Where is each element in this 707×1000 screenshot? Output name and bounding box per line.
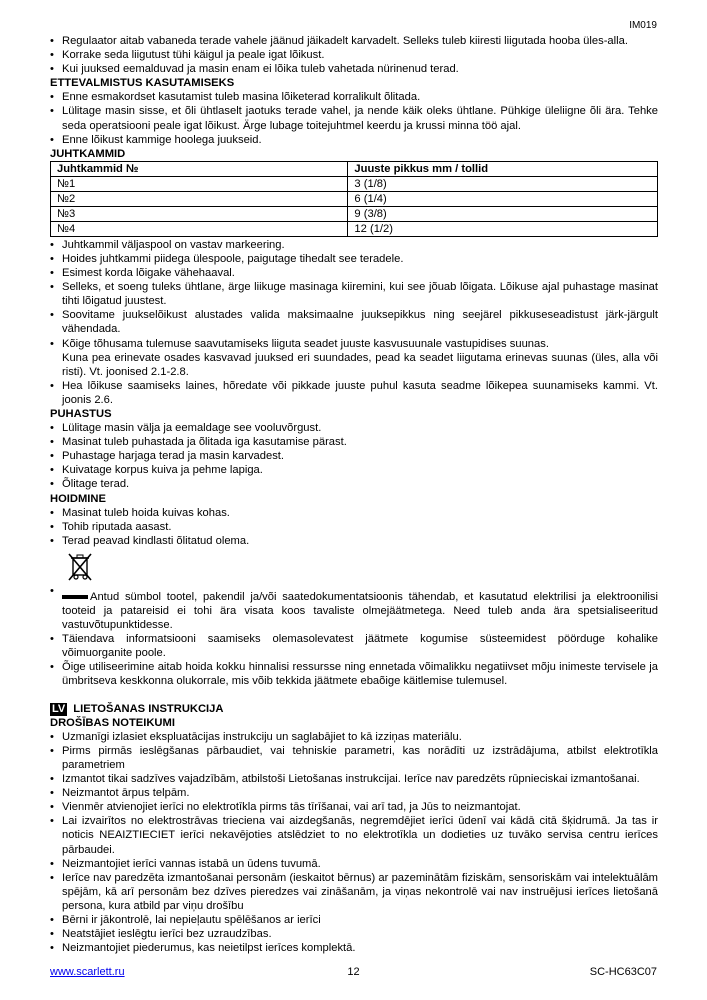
list-item: • Lülitage masin sisse, et õli ühtlaselt jaotuks terade vahel, ja nende käik oleks ühtlane. Pühkige üleliigne õli ära. Tehke seda operatsiooni peale igat lõikust. Ärge lubage toitejuhtmel keerdu ja krussi minna töö ajal. [50,104,658,132]
table-cell: №3 [51,206,348,221]
list-item: • Regulaator aitab vabaneda terade vahele jäänud jäikadelt karvadelt. Selleks tuleb kiiresti liigutada hooba üles-alla. [50,34,658,48]
list-item: • Hoides juhtkammi piidega ülespoole, paigutage tihedalt see teradele. [50,252,658,266]
table-cell: 3 (1/8) [348,176,658,191]
table-row [51,191,658,206]
list-item [50,550,658,632]
list-item: • Enne esmakordset kasutamist tuleb masina lõiketerad korralikult õlitada. [50,90,658,104]
list-item: • Neizmantojiet ierīci vannas istabā un ūdens tuvumā. [50,857,658,871]
list-item: • Neatstājiet ieslēgtu ierīci bez uzraudzības. [50,927,658,941]
list-item: • Izmantot tikai sadzīves vajadzībām, atbilstoši Lietošanas instrukcijai. Ierīce nav paredzēts rūpnieciskai izmantošanai. [50,772,658,786]
list-item: • Õlitage terad. [50,477,658,491]
list-item: • Pirms pirmās ieslēgšanas pārbaudiet, vai tehniskie parametri, kas norādīti uz izstrādājuma, atbilst elektrotīkla parametriem [50,744,658,772]
list-item: • Kõige tõhusama tulemuse saavutamiseks liiguta seadet juuste kasvusuunale vastupidises suunas. [50,337,658,351]
crossed-out-wheelie-bin-icon [66,550,94,590]
list-item: • Masinat tuleb puhastada ja õlitada iga kasutamise pärast. [50,435,658,449]
list-item: • Korrake seda liigutust tühi käigul ja peale igat lõikust. [50,48,658,62]
section-heading-safety: DROŠĪBAS NOTEIKUMI [50,716,175,729]
table-cell: №4 [51,221,348,236]
list-item: • Hea lõikuse saamiseks laines, hõredate või pikkade juuste puhul kasuta seadme lõikepea suunamiseks kammi. Vt. joonis 2.6. [50,379,658,407]
column-header: Juhtkammid № [51,161,348,176]
list-item: • Esimest korda lõigake vähehaaval. [50,266,658,280]
section-heading-storage: HOIDMINE [50,492,106,505]
weee-text: Antud sümbol tootel, pakendil ja/või saatedokumentatsioonis tähendab, et kasutatud elektrilisi ja elektroonilisi tooteid ja patareisid ei tohi ära visata koos tavaliste olmejäätmetega. Need tuleb anda ära spetsialiseeritud vastuvõtupunktidesse. [62,590,658,632]
table-cell: 9 (3/8) [348,206,658,221]
table-header-row [51,161,658,176]
page-number: 12 [347,966,360,978]
list-item: • Juhtkammil väljaspool on vastav markeering. [50,238,658,252]
list-item: • Terad peavad kindlasti õlitatud olema. [50,534,658,548]
table-row [51,176,658,191]
list-item: • Õige utiliseerimine aitab hoida kokku hinnalisi ressursse ning ennetada võimalikku negatiivset mõju inimeste tervisele ja ümbritseva keskkonna olukorrale, mis võib tekkida jäätmete ebaõige käitlemise tulemusel. [50,660,658,688]
list-item: • Vienmēr atvienojiet ierīci no elektrotīkla pirms tās tīrīšanai, vai arī tad, ja Jūs to neizmantojat. [50,800,658,814]
website-link[interactable]: www.scarlett.ru [50,966,125,978]
table-cell: №2 [51,191,348,206]
list-item: • Kui juuksed eemalduvad ja masin enam ei lõika tuleb vahetada nürinenud terad. [50,62,658,76]
list-item: • Kuivatage korpus kuiva ja pehme lapiga. [50,463,658,477]
paragraph: Kuna pea erinevate osades kasvavad juuksed eri suundades, pead ka seadet liigutama erinevas suunas (üles, alla või risti). Vt. joonised 2.1-2.8. [62,351,658,378]
comb-length-table [50,161,658,237]
column-header: Juuste pikkus mm / tollid [348,161,658,176]
list-item: • Lai izvairītos no elektrostrāvas trieciena vai aizdegšanās, negremdējiet ierīci ūdenī vai kādā citā šķidrumā. Ja tas ir noticis NEAIZTIECIET ierīci nekavējoties atslēdziet to no elektrotīkla un dodieties uz tuvāko servisa centru ierīces pārbaudei. [50,814,658,856]
list-item: • Neizmantojiet piederumus, kas neietilpst ierīces komplektā. [50,941,658,955]
list-item: • Uzmanīgi izlasiet ekspluatācijas instrukciju un saglabājiet to kā izziņas materiālu. [50,730,658,744]
list-item: • Masinat tuleb hoida kuivas kohas. [50,506,658,520]
list-item: • Enne lõikust kammige hoolega juukseid. [50,133,658,147]
list-item: • Soovitame juukselõikust alustades valida maksimaalne juuksepikkus ning seejärel pikkuseseadistust järk-järgult vähendada. [50,308,658,336]
list-item: • Puhastage harjaga terad ja masin karvadest. [50,449,658,463]
table-cell: №1 [51,176,348,191]
table-cell: 6 (1/4) [348,191,658,206]
list-item: • Ierīce nav paredzēta izmantošanai personām (ieskaitot bērnus) ar pazeminātām fiziskām, sensoriskām vai intelektuālām spējām, kā arī personām bez dzīves pieredzes vai zināšanām, ja viņas nekontrolē vai nav instruējusi ierīces lietošanā persona, kura atbild par viņu drošību [50,871,658,913]
section-heading-combs: JUHTKAMMID [50,147,126,160]
table-cell: 12 (1/2) [348,221,658,236]
list-item: • Neizmantot ārpus telpām. [50,786,658,800]
table-row [51,221,658,236]
black-bar-icon [62,595,88,599]
table-row [51,206,658,221]
section-heading-instructions [50,702,658,716]
weee-paragraph [62,590,658,632]
document-code: IM019 [629,20,657,31]
list-item: • Lülitage masin välja ja eemaldage see vooluvõrgust. [50,421,658,435]
latvian-section [50,702,658,956]
list-item: • Selleks, et soeng tuleks ühtlane, ärge liikuge masinaga kiiremini, kui see jõuab lõigata. Lõikuse ajal puhastage masinat tihti lõigatud juustest. [50,280,658,308]
list-item: • Tohib riputada aasast. [50,520,658,534]
page-content [50,34,658,955]
model-number: SC-HC63C07 [589,966,657,978]
list-item: • Täiendava informatsiooni saamiseks olemasolevatest jäätmete kogumise süsteemidest pöörduge kohalike võimuorganite poole. [50,632,658,660]
section-title: LIETOŠANAS INSTRUKCIJA [73,702,224,715]
language-badge: LV [52,702,66,715]
section-heading-cleaning: PUHASTUS [50,407,112,420]
section-heading-preparation: ETTEVALMISTUS KASUTAMISEKS [50,77,235,90]
list-item: • Bērni ir jākontrolē, lai nepieļautu spēlēšanos ar ierīci [50,913,658,927]
